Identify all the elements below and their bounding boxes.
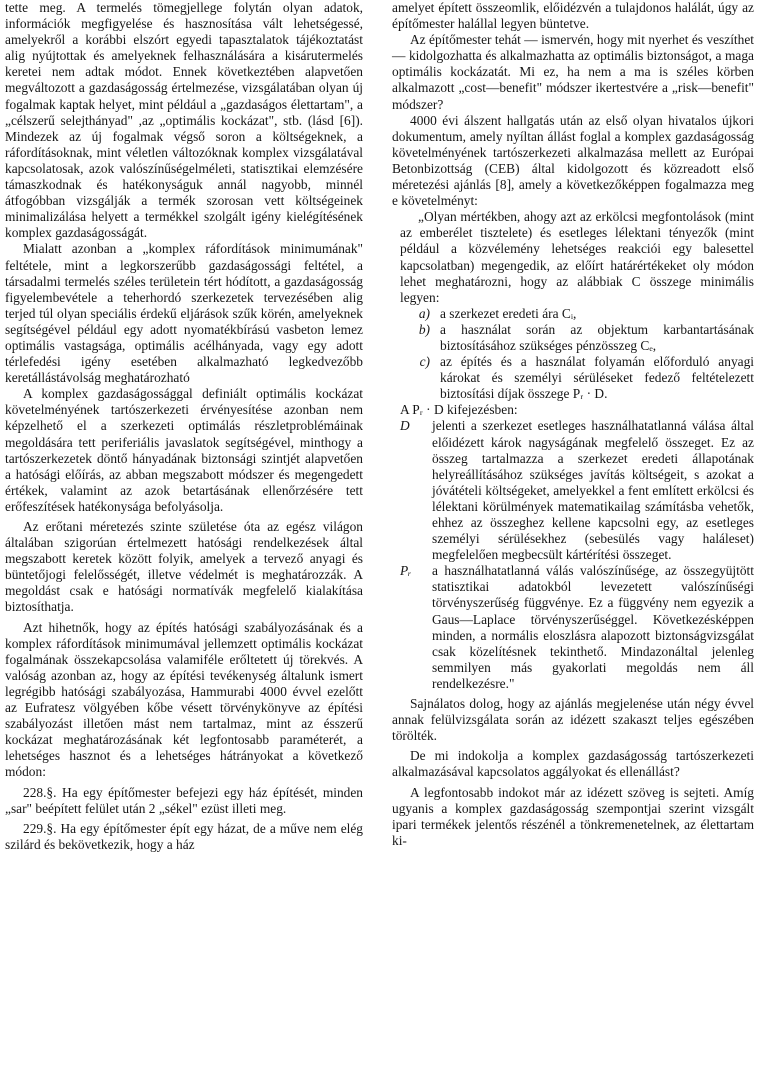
paragraph: Az erőtani méretezés szinte születése óta az egész világon általában szigorúan értelmezett hatósági rendelkezések által megszabott keretek között folyik, amelyek a tervező anyagi és büntetőjogi felelősségét, illetve védelmét is meghatározzák. A megoldást csak e hatósági normatívák megfelelő kialakítása biztosíthatja. [5, 519, 363, 615]
definition-item [400, 418, 754, 563]
definition-item [400, 563, 754, 692]
definition-text: a használhatatlanná válás valószínűsége, az összegyüjtött statisztikai adatokból levezetett valószínűségi törvényszerűség függvénye. Ez a függvény nem egyezik a Gaus—Laplace törvényszerűséggel. Következésképpen minden, a normális eloszlásra alapozott biztonságvizsgálat csak közelítésnek tekinthető. Mindazonáltal jelenleg semmilyen más gyakorlati megoldás nem áll rendelkezésre." [432, 563, 754, 691]
law-paragraph-229: 229.§. Ha egy építőmester épít egy házat, de a műve nem elég szilárd és bekövetkezik, hogy a ház [5, 820, 363, 852]
quoted-recommendation [392, 209, 754, 692]
definition-symbol: D [400, 418, 410, 434]
paragraph: amelyet épített összeomlik, előidézvén a tulajdonos halálát, úgy az építőmester halállal legyen büntetve. [392, 0, 754, 32]
paragraph: Az építőmester tehát — ismervén, hogy mit nyerhet és veszíthet — kidolgozhatta és alkalmazhatta az optimális biztonságot, a maga optimális kockázatát. Mi ez, ha nem a ma is széles körben alkalmazott „cost—benefit" módszer ikertestvére a „risk—benefit" módszer? [392, 32, 754, 112]
right-column [392, 0, 754, 849]
list-item [400, 354, 754, 402]
list-item-text: az építés és a használat folyamán előforduló anyagi károkat és személyi sérüléseket fedező feltételezett biztosítási díjak összege Pᵣ · D. [440, 354, 754, 402]
paragraph: A legfontosabb indokot már az idézett szöveg is sejteti. Amíg ugyanis a komplex gazdaságosság szempontjai szerint vizsgált ipari termékek jelentős részénél a tönkremenetelnek, az élettartam ki- [392, 784, 754, 848]
paragraph: Mialatt azonban a „komplex ráfordítások minimumának" feltétele, mint a legkorszerűbb gazdaságossági feltétel, a társadalmi termelés széles területein tért hódított, a gazdaságosság figyelembevétele a teherhordó szerkezetek tervezésében alig terjed túl olyan speciális érdekű eljárások szűk körén, amelyeknek segítségével például egy adott nyomatékbírású vasbeton lemez optimális vastagsága, optimális acélhányada, vagy egy adott térlefedési igény esetében alkalmazható legkedvezőbb keretállástávolság meghatározható [5, 241, 363, 386]
list-item [400, 322, 754, 354]
law-paragraph-228: 228.§. Ha egy építőmester befejezi egy ház építését, minden „sar" beépített felület után 2 „sékel" ezüst illeti meg. [5, 784, 363, 816]
list-item-text: a szerkezet eredeti ára Cᵢ, [440, 305, 577, 321]
list-item-text: a használat során az objektum karbantartásának biztosításához szükséges pénzösszeg Cₑ, [440, 321, 754, 353]
paragraph: 4000 évi álszent hallgatás után az első olyan hivatalos újkori dokumentum, amely nyíltan állást foglal a komplex gazdaságosság követelményének tartószerkezeti alkalmazása mellett az Európai Betonbizottság (CEB) által kidolgozott és közreadott első méretezési ajánlás [8], amely a következőképpen fogalmazza meg e követelményt: [392, 112, 754, 209]
list-item-label: a) [418, 305, 430, 321]
paragraph: De mi indokolja a komplex gazdaságosság tartószerkezeti alkalmazásával kapcsolatos aggályokat és ellenállást? [392, 748, 754, 780]
definition-symbol: Pᵣ [400, 563, 412, 579]
definition-text: jelenti a szerkezet esetleges használhatatlanná válása által előidézett károk nagyságának megfelelő összeget. Ez az összeg tartalmazza a szerkezet eredeti állapotának helyreállításához szükséges javítás költségeit, s azokat a jóvátételi költségeket, amelyekkel a fent említett erkölcsi és lélektani körülmények matematikailag számításba vehetők, ehhez az összeghez kellene kapcsolni egy, az esetleges személyi sérülésekhez (sebesülés vagy haláleset) megfelelően megbecsült kártérítési összeget. [432, 418, 754, 563]
quote-intro: „Olyan mértékben, ahogy azt az erkölcsi megfontolások (mint az emberélet tisztelete) és esetleges lélektani tényezők (mint például a közvélemény lehetséges reakciói egy balesettel kapcsolatban) megengedik, az előírt határértékeket oly módon lehet meghatározni, hogy az alábbiak C összege minimális legyen: [400, 209, 754, 305]
paragraph: Sajnálatos dolog, hogy az ajánlás megjelenése után négy évvel annak felülvizsgálata során az idézett szakaszt teljes egészében törölték. [392, 696, 754, 744]
paragraph: A komplex gazdaságossággal definiált optimális kockázat követelményének tartószerkezeti érvényesítése azonban nem képzelhető el a szerkezeti optimálás részletproblémáinak megoldására tett periferiális javaslatok segítségével, minthogy a tartószerkezetek döntő hányadának biztonsági szintjét alapvetően a hatósági előírás, az abban megszabott módszer és megengedett értékek, valamint az azok betartásának ellenőrzésére tett erőfeszítések hatékonysága befolyásolja. [5, 386, 363, 514]
paragraph: tette meg. A termelés tömegjellege folytán olyan adatok, információk megfigyelése és hasznosítása vált lehetségessé, amelyekről a korábbi elszórt egyedi tapasztalatok tájékoztatást alig nyújtottak és amelyeknek felhasználására a kisárutermelés keretei nem adtak módot. Ennek következtében alapvetően megváltozott a gazdaságosság értelmezése, vizsgálatában olyan új fogalmak kaptak helyet, mint például a „gazdaságos élettartam", a „célszerű selejthányad" ,az „optimális kockázat", stb. (lásd [6]). Mindezek az új fogalmak végső soron a költségeknek, a ráfordításoknak, mint véletlen változóknak komplex vizsgálatával kapcsolatosak, azok valószínűségelméleti, statisztikai elemzésére támaszkodnak és hatékonyságuk annál nagyobb, minnél átfogóbban vizsgálják a termék szorosan vett költségeinek minimalizálása helyett a termékkel szolgált igény kielégítésének komplex gazdaságosságát. [5, 0, 363, 241]
list-item [400, 306, 754, 322]
left-column [5, 0, 363, 853]
list-item-label: b) [418, 321, 430, 337]
list-item-label: c) [419, 354, 430, 370]
paragraph: Azt hihetnők, hogy az építés hatósági szabályozásának és a komplex ráfordítások minimumával jellemzett optimális kockázat fogalmának összekapcsolása valamiféle erőltetett új törekvés. A valóság azonban az, hogy az építési tevékenység általunk ismert legrégibb hatósági szabályozása, Hammurabi 4000 évvel ezelőtt az Eufratesz völgyében kőbe vésett törvénykönyve az építési szabályozást illetően mást nem tartalmaz, mint az ésszerű kockázat meghatározásának két legfontosabb paraméterét, a lehetséges hasznot és a lehetséges hátrányokat a következő módon: [5, 619, 363, 780]
expression-line: A Pᵣ · D kifejezésben: [400, 402, 518, 418]
